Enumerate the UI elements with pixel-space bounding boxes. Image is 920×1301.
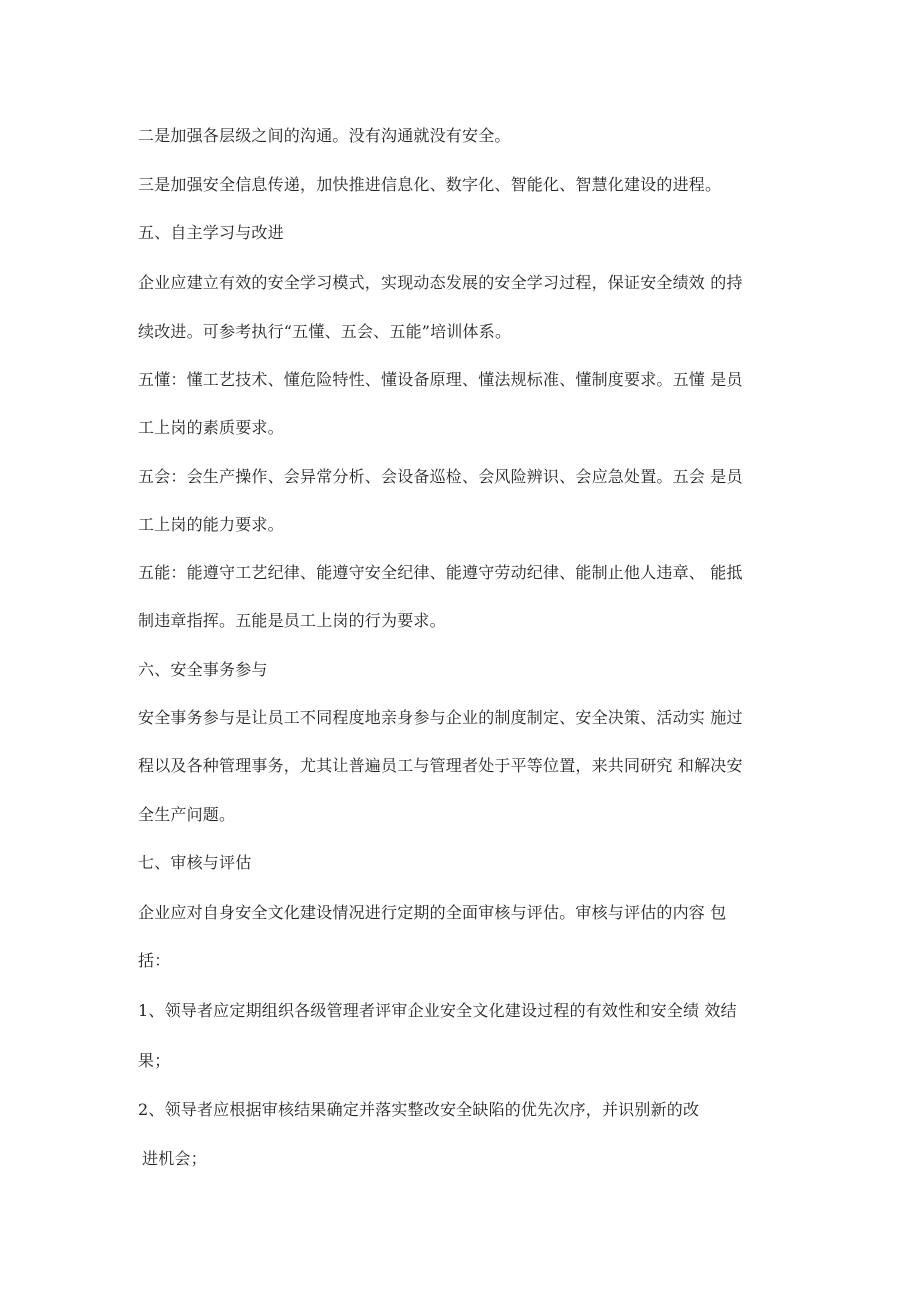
- paragraph-line: 企业应对自身安全文化建设情况进行定期的全面审核与评估。审核与评估的内容 包: [138, 903, 727, 922]
- paragraph-line: 程以及各种管理事务，尤其让普遍员工与管理者处于平等位置，来共同研究 和解决安: [138, 756, 743, 775]
- paragraph-line: 五会：会生产操作、会异常分析、会设备巡检、会风险辨识、会应急处置。五会 是员: [138, 467, 743, 486]
- paragraph-line: 工上岗的能力要求。: [138, 515, 284, 534]
- paragraph-line: 工上岗的素质要求。: [138, 418, 284, 437]
- section-heading: 七、审核与评估: [138, 853, 252, 872]
- paragraph-line: 括：: [138, 951, 171, 970]
- paragraph-line: 全生产问题。: [138, 805, 236, 824]
- list-item-line: 进机会；: [142, 1149, 207, 1168]
- section-heading: 五、自主学习与改进: [138, 223, 284, 242]
- paragraph-line: 二是加强各层级之间的沟通。没有沟通就没有安全。: [138, 126, 511, 145]
- paragraph-line: 五懂：懂工艺技术、懂危险特性、懂设备原理、懂法规标准、懂制度要求。五懂 是员: [138, 370, 743, 389]
- paragraph-line: 企业应建立有效的安全学习模式，实现动态发展的安全学习过程，保证安全绩效 的持: [138, 273, 743, 292]
- paragraph-line: 安全事务参与是让员工不同程度地亲身参与企业的制度制定、安全决策、活动实 施过: [138, 708, 743, 727]
- paragraph-line: 三是加强安全信息传递，加快推进信息化、数字化、智能化、智慧化建设的进程。: [138, 175, 722, 194]
- paragraph-line: 五能：能遵守工艺纪律、能遵守安全纪律、能遵守劳动纪律、能制止他人违章、 能抵: [138, 563, 743, 582]
- list-item-line: 2、领导者应根据审核结果确定并落实整改安全缺陷的优先次序，并识别新的改: [138, 1100, 700, 1119]
- paragraph-line: 续改进。可参考执行“五懂、五会、五能”培训体系。: [138, 322, 512, 341]
- list-item-line: 果；: [138, 1051, 171, 1070]
- section-heading: 六、安全事务参与: [138, 660, 268, 679]
- list-item-line: 1、领导者应定期组织各级管理者评审企业安全文化建设过程的有效性和安全绩 效结: [138, 1001, 737, 1020]
- paragraph-line: 制违章指挥。五能是员工上岗的行为要求。: [138, 611, 446, 630]
